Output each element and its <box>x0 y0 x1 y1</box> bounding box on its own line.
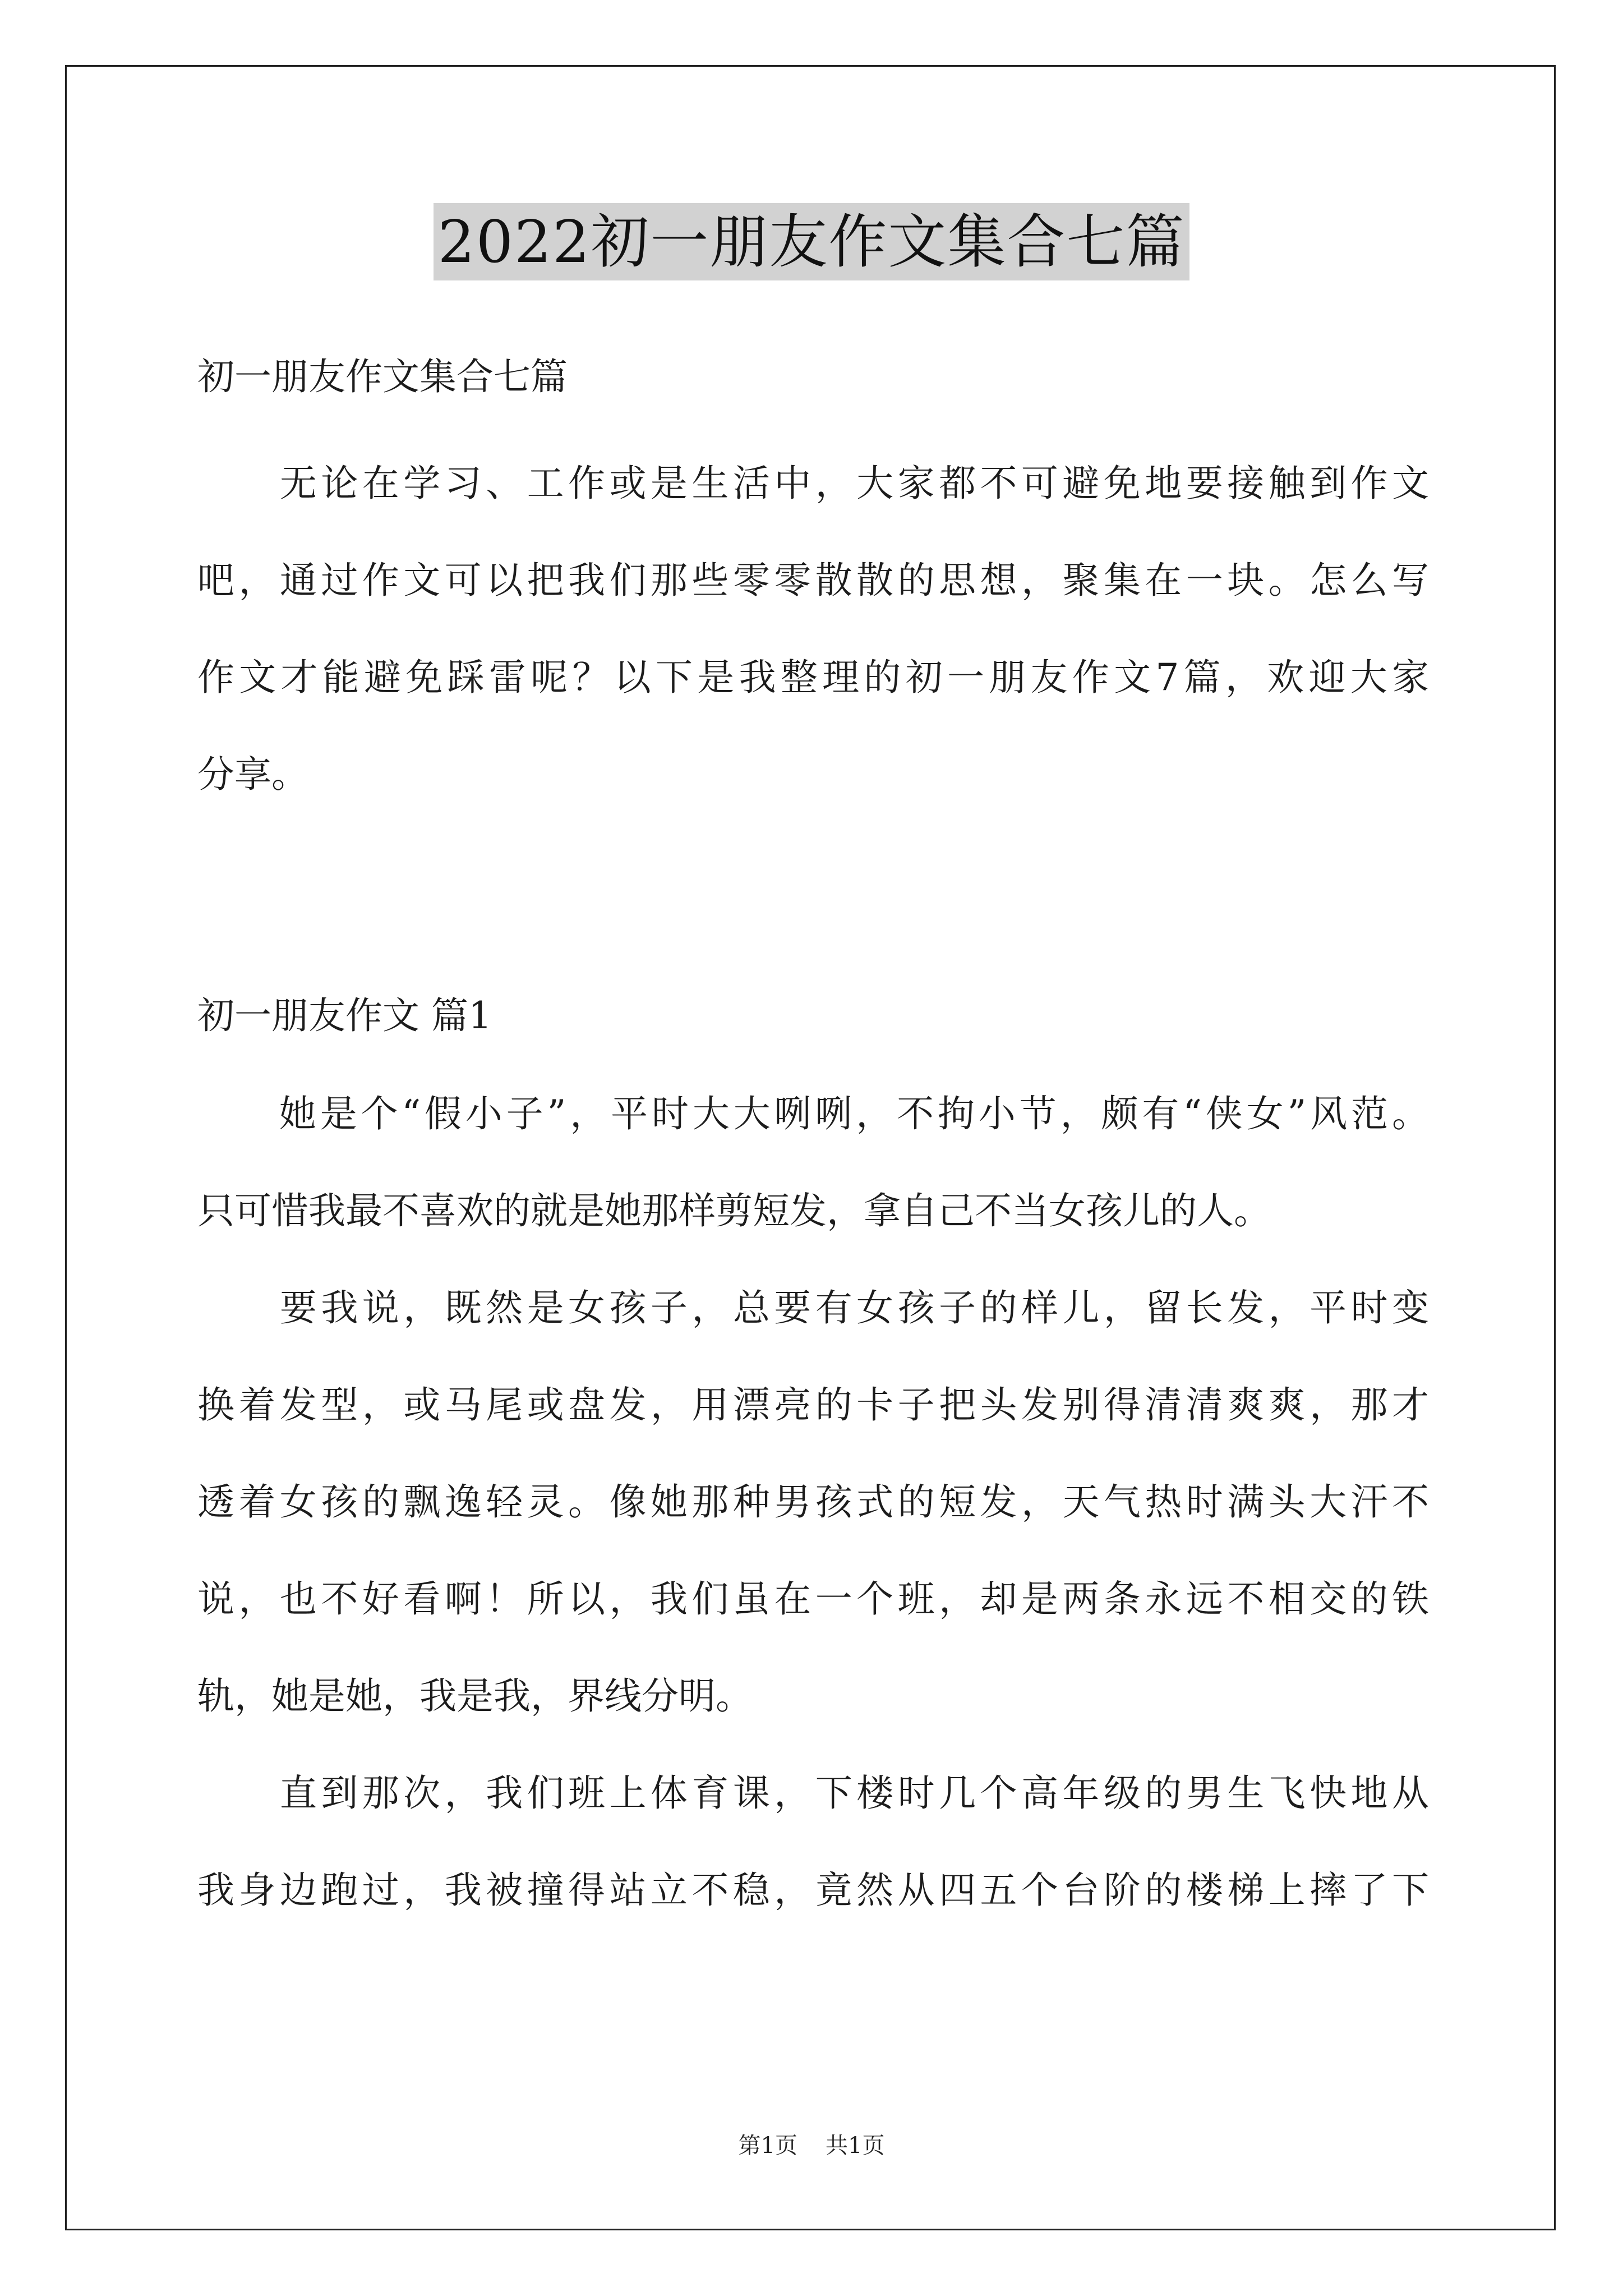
title-container <box>0 203 1623 280</box>
document-title: 2022初一朋友作文集合七篇 <box>434 203 1190 280</box>
body-line: 说，也不好看啊！所以，我们虽在一个班，却是两条永远不相交的铁 <box>197 1577 1429 1621</box>
body-line: 只可惜我最不喜欢的就是她那样剪短发，拿自己不当女孩儿的人。 <box>197 1189 1271 1232</box>
body-line: 她是个“假小子”，平时大大咧咧，不拘小节，颇有“侠女”风范。 <box>197 1092 1429 1135</box>
page-number-total: 共1页 <box>826 2133 885 2159</box>
document-subtitle: 初一朋友作文集合七篇 <box>197 355 568 398</box>
intro-line: 分享。 <box>197 753 308 796</box>
page-footer <box>0 2132 1623 2160</box>
page-number-current: 第1页 <box>738 2133 797 2159</box>
intro-line: 吧，通过作文可以把我们那些零零散散的思想，聚集在一块。怎么写 <box>197 559 1429 602</box>
body-line: 我身边跑过，我被撞得站立不稳，竟然从四五个台阶的楼梯上摔了下 <box>197 1869 1429 1912</box>
body-line: 换着发型，或马尾或盘发，用漂亮的卡子把头发别得清清爽爽，那才 <box>197 1383 1429 1427</box>
intro-line: 无论在学习、工作或是生活中，大家都不可避免地要接触到作文 <box>197 462 1429 505</box>
body-line: 轨，她是她，我是我，界线分明。 <box>197 1674 753 1718</box>
body-line: 要我说，既然是女孩子，总要有女孩子的样儿，留长发，平时变 <box>197 1286 1429 1329</box>
intro-line: 作文才能避免踩雷呢？以下是我整理的初一朋友作文7篇，欢迎大家 <box>197 656 1429 699</box>
body-line: 透着女孩的飘逸轻灵。像她那种男孩式的短发，天气热时满头大汗不 <box>197 1480 1429 1524</box>
body-line: 直到那次，我们班上体育课，下楼时几个高年级的男生飞快地从 <box>197 1772 1429 1815</box>
section-heading: 初一朋友作文 篇1 <box>197 994 492 1037</box>
